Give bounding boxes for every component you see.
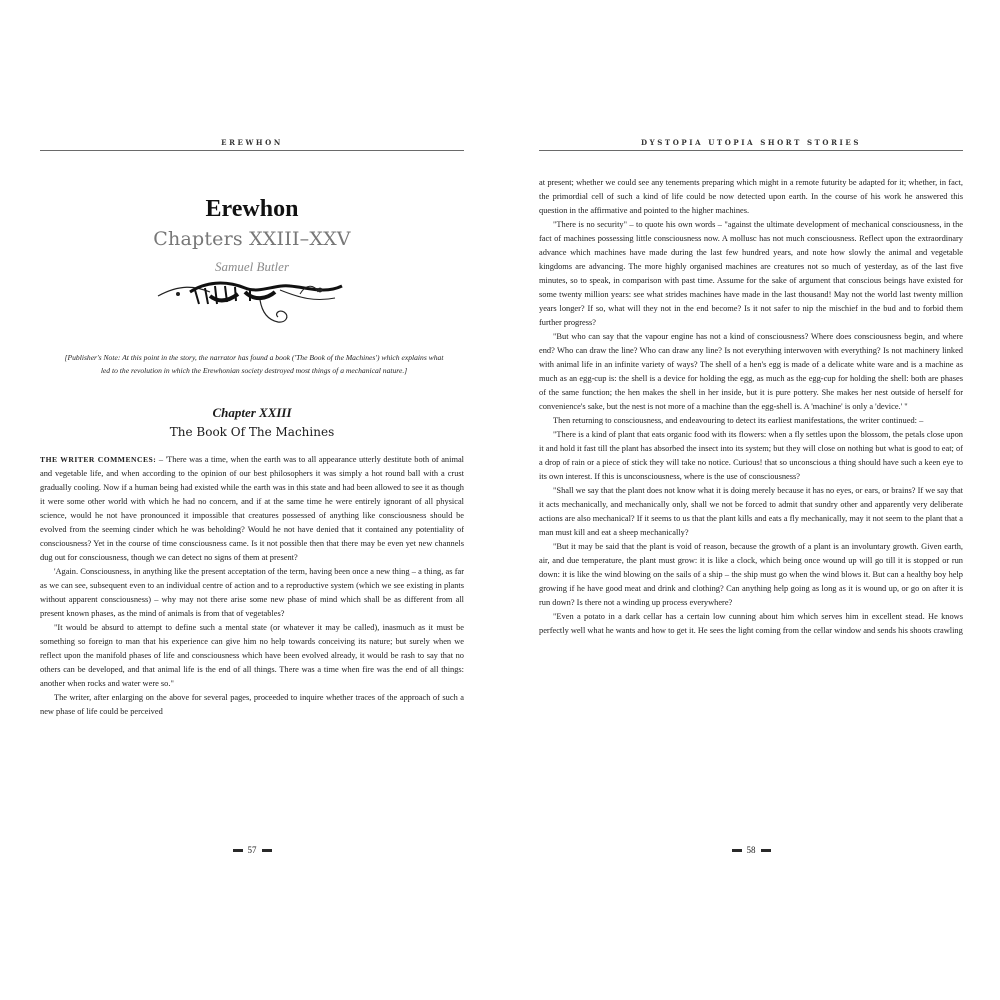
paragraph: "Shall we say that the plant does not know what it is doing merely because it has no eyes, or ears, or brains? If we say that it acts mechanically, and mechanically only, shall we not be forced to admit that sundry other and apparently very deliberate actions are also mechanical? If it seems to us that the plant kills and eats a fly mechanically, may it not seem to the plant that a man must kill and eat a sheep mechanically? <box>539 486 963 537</box>
paragraph: "But it may be said that the plant is void of reason, because the growth of a plant is an involuntary growth. Given earth, air, and due temperature, the plant must grow: it is like a clock, which being once wound up will go till it is stopped or run down: it is like the wind blowing on the sails of a ship – the ship must go when the wind blows it. But can a healthy boy help growing if he have good meat and drink and clothing? Can anything help going as long as it is wound up, or go on after it is run down? Is there not a winding up process everywhere? <box>539 542 963 607</box>
publisher-note: [Publisher's Note: At this point in the story, the narrator has found a book ('The Book of the Machines') which explains what led to the revolution in which the Erewhonian society destroyed most things of a mechanical nature.] <box>64 353 444 376</box>
story-title: Erewhon <box>205 196 299 222</box>
paragraph: "There is a kind of plant that eats organic food with its flowers: when a fly settles upon the blossom, the petals close upon it and hold it fast till the plant has absorbed the insect into its system; but they will close on nothing but what is good to eat; of a drop of rain or a piece of stick they will take no notice. Curious! that so unconscious a thing should have such a keen eye to its own interest. If this is unconsciousness, where is the use of consciousness? <box>539 430 963 481</box>
paragraph: 'Again. Consciousness, in anything like the present acceptation of the term, having been once a new thing – a thing, as far as we can see, subsequent even to an individual centre of action and to a reproductive system (which we see existing in plants without apparent consciousness) – why may not there arise some new phase of mind which shall be as different from all present known phases, as the mind of animals is from that of vegetables? <box>40 567 464 618</box>
flourish-ornament-icon <box>150 274 350 330</box>
page-number-left <box>40 845 464 855</box>
body-text-right <box>539 176 963 841</box>
paragraph: Then returning to consciousness, and endeavouring to detect its earliest manifestations, the writer continued: – <box>553 416 924 425</box>
paragraph: at present; whether we could see any tenements preparing which might in a remote futurity be adapted for it; whether, in fact, the primordial cell of such a kind of life could be now detected upon earth. In the course of his work he answered this question in the affirmative and pointed to the higher machines. <box>539 178 963 215</box>
paragraph: "It would be absurd to attempt to define such a mental state (or whatever it may be called), inasmuch as it must be something so foreign to man that his experience can give him no help towards conceiving its nature; but surely when we reflect upon the manifold phases of life and consciousness which have been evolved already, it would be rash to say that no others can be developed, and that animal life is the end of all things. There was a time when fire was the end of all things: another when rocks and water were so." <box>40 623 464 688</box>
paragraph: "Even a potato in a dark cellar has a certain low cunning about him which serves him in excellent stead. He knows perfectly well what he wants and how to get it. He sees the light coming from the cellar window and sends his shoots crawling <box>539 612 963 635</box>
running-head-left: EREWHON <box>221 138 283 147</box>
chapter-heading: Chapter XXIII <box>212 405 292 420</box>
folio-ornament-icon <box>233 849 243 852</box>
chapter-title: The Book Of The Machines <box>169 425 335 439</box>
right-page <box>539 0 963 1000</box>
lead-in: THE WRITER COMMENCES: <box>40 455 157 464</box>
paragraph: The writer, after enlarging on the above for several pages, proceeded to inquire whether traces of the approach of such a new phase of life could be perceived <box>40 693 464 716</box>
paragraph: "But who can say that the vapour engine has not a kind of consciousness? Where does consciousness begin, and where end? Who can draw the line? Who can draw any line? Is not everything interwoven with everything? Is not machinery linked with animal life in an infinite variety of ways? The shell of a hen's egg is made of a delicate white ware and is a machine as much as an egg-cup is: the shell is a device for holding the egg, as much as the egg-cup for holding the shell: both are phases of the same function; the hen makes the shell in her inside, but it is pure pottery. She makes her nest outside of herself for convenience's sake, but the nest is not more of a machine than the egg-shell is. A 'machine' is only a 'device.' " <box>539 332 963 411</box>
paragraph <box>40 453 464 565</box>
author-name: Samuel Butler <box>214 259 289 274</box>
page-number: 58 <box>746 845 756 855</box>
folio-ornament-icon <box>262 849 272 852</box>
paragraph: "There is no security" – to quote his own words – "against the ultimate development of mechanical consciousness, in the fact of machines possessing little consciousness now. A mollusc has not much consciousness. Reflect upon the extraordinary advance which machines have made during the last few hundred years, and note how slowly the animal and vegetable kingdoms are advancing. The more highly organised machines are creatures not so much of yesterday, as of the last five minutes, so to speak, in comparison with past time. Assume for the sake of argument that conscious beings have existed for some twenty million years: see what strides machines have made in the last thousand! May not the world last twenty million years longer? If so, what will they not in the end become? Is it not safer to nip the mischief in the bud and to forbid them further progress? <box>539 220 963 327</box>
body-text-left <box>40 453 464 841</box>
page-number: 57 <box>247 845 257 855</box>
header-rule-right <box>539 150 963 151</box>
running-head-right: DYSTOPIA UTOPIA SHORT STORIES <box>640 138 861 147</box>
paragraph-text: – 'There was a time, when the earth was to all appearance utterly destitute both of animal and vegetable life, and when according to the opinion of our best philosophers it was simply a hot round ball with a crust gradually cooling. Now if a human being had existed while the earth was in this state and had been allowed to see it as though it were some other world with which he had no concern, and if at the same time he were entirely ignorant of all physical science, would he not have pronounced it impossible that creatures possessed of anything like consciousness should be evolved from the seeming cinder which he was beholding? Would he not have denied that it contained any potentiality of consciousness? Yet in the course of time consciousness came. Is it not possible then that there may be even yet new channels dug out for consciousness, though we can detect no signs of them at present? <box>40 455 464 562</box>
story-subtitle: Chapters XXIII–XXV <box>153 228 351 250</box>
folio-ornament-icon <box>761 849 771 852</box>
page-number-right <box>539 845 963 855</box>
header-rule-left <box>40 150 464 151</box>
folio-ornament-icon <box>732 849 742 852</box>
left-page <box>40 0 464 1000</box>
